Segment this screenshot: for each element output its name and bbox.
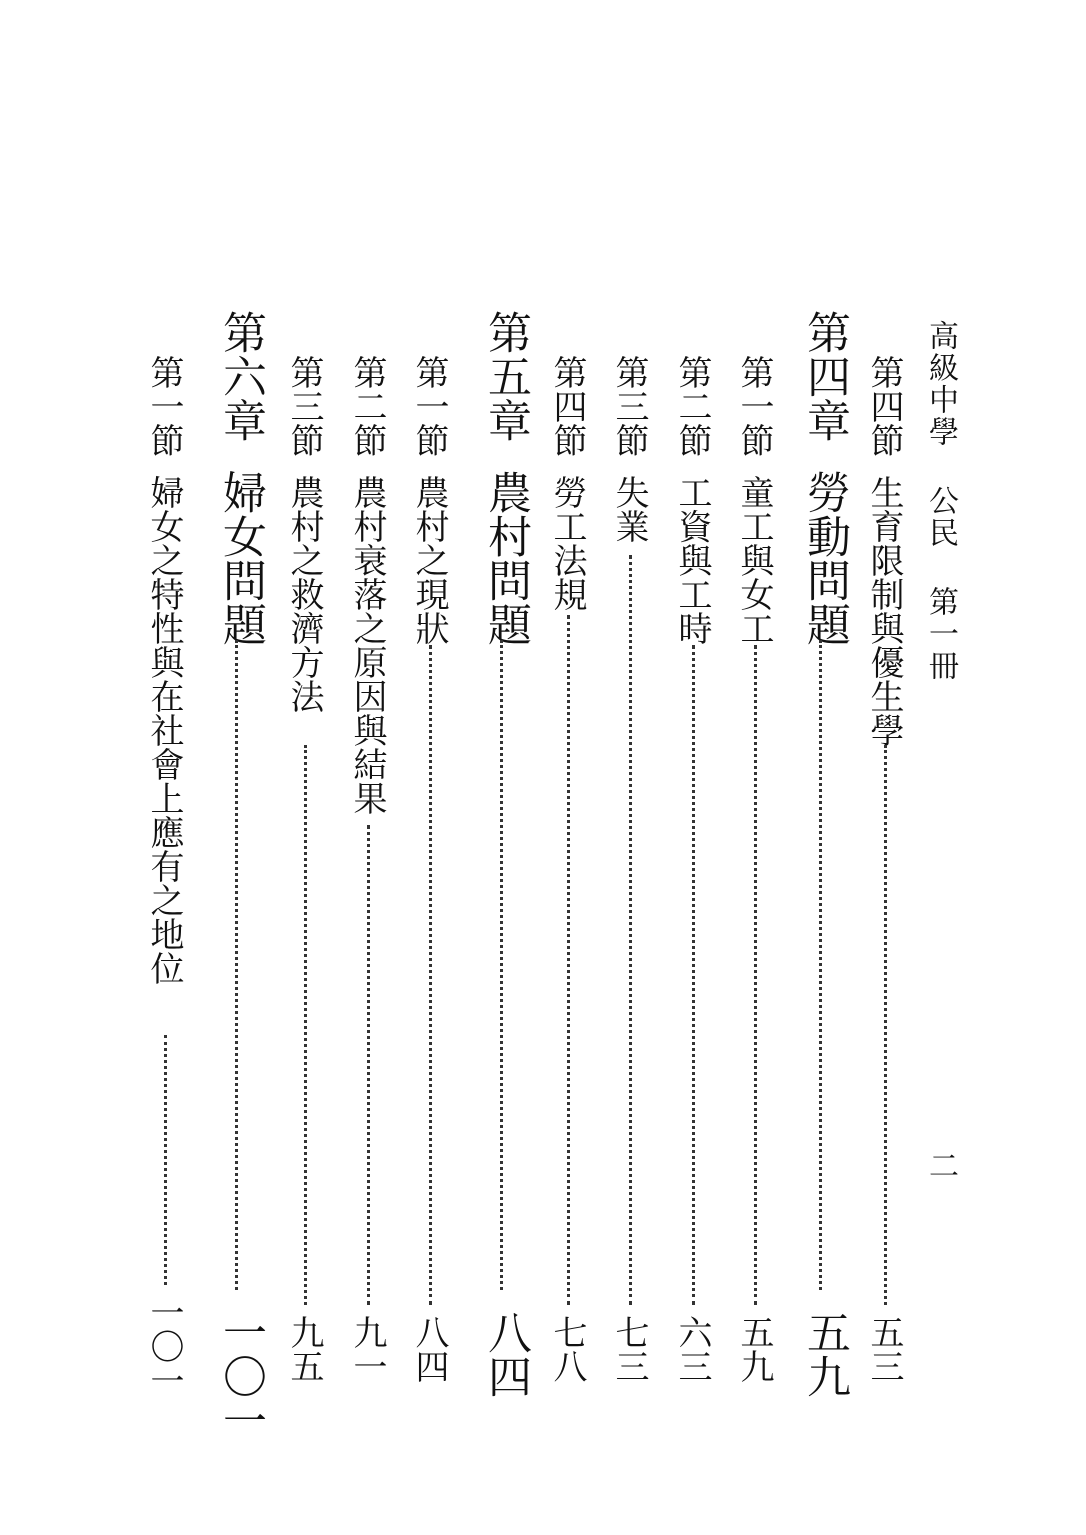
leader-dots [884, 745, 887, 1305]
page-number: 二 [923, 1150, 958, 1180]
leader-dots [500, 640, 503, 1290]
entry-title: 生育限制與優生學 [864, 475, 904, 747]
entry-label: 第一節 [144, 355, 184, 457]
page-header [910, 320, 960, 1400]
chapter-title: 勞動問題 [799, 470, 850, 646]
entry-title: 勞工法規 [547, 475, 587, 611]
entry-title: 農村之救濟方法 [284, 475, 324, 713]
leader-dots [367, 825, 370, 1305]
entry-page: 八四 [409, 1315, 449, 1383]
leader-dots [235, 640, 238, 1290]
entry-page: 七八 [547, 1315, 587, 1383]
running-head: 高級中學 公民 第一冊 [923, 320, 958, 682]
toc-entry [668, 355, 718, 1405]
leader-dots [567, 615, 570, 1305]
toc-chapter [792, 310, 850, 1398]
toc-chapter [208, 310, 266, 1442]
entry-label: 第一節 [409, 355, 449, 457]
entry-title: 工資與工時 [672, 475, 712, 645]
entry-page: 九一 [347, 1315, 387, 1383]
leader-dots [629, 555, 632, 1305]
entry-label: 第四節 [864, 355, 904, 457]
chapter-page: 八四 [480, 1310, 531, 1398]
toc-entry [730, 355, 780, 1405]
entry-page: 五九 [734, 1315, 774, 1383]
chapter-title: 農村問題 [480, 470, 531, 646]
leader-dots [819, 640, 822, 1290]
entry-page: 一〇一 [144, 1295, 184, 1397]
toc-chapter [473, 310, 531, 1398]
entry-title: 婦女之特性與在社會上應有之地位 [144, 475, 184, 985]
toc-entry [280, 355, 330, 1405]
toc-entry [605, 355, 655, 1405]
toc-entry [343, 355, 393, 1405]
entry-page: 五三 [864, 1315, 904, 1383]
toc-entry [860, 355, 910, 1405]
leader-dots [692, 645, 695, 1305]
leader-dots [304, 745, 307, 1305]
entry-label: 第四節 [547, 355, 587, 457]
entry-label: 第三節 [609, 355, 649, 457]
chapter-label: 第六章 [215, 310, 266, 442]
entry-page: 七三 [609, 1315, 649, 1383]
chapter-page: 一〇一 [215, 1310, 266, 1442]
toc-entry [140, 355, 190, 1405]
entry-label: 第一節 [734, 355, 774, 457]
entry-page: 九五 [284, 1315, 324, 1383]
leader-dots [429, 645, 432, 1305]
chapter-label: 第四章 [799, 310, 850, 442]
entry-title: 失業 [609, 475, 649, 543]
leader-dots [164, 1035, 167, 1285]
entry-label: 第二節 [347, 355, 387, 457]
chapter-title: 婦女問題 [215, 470, 266, 646]
entry-label: 第二節 [672, 355, 712, 457]
chapter-page: 五九 [799, 1310, 850, 1398]
entry-page: 六三 [672, 1315, 712, 1383]
toc-entry [405, 355, 455, 1405]
toc-entry [543, 355, 593, 1405]
leader-dots [754, 645, 757, 1305]
entry-title: 童工與女工 [734, 475, 774, 645]
entry-title: 農村之現狀 [409, 475, 449, 645]
chapter-label: 第五章 [480, 310, 531, 442]
entry-title: 農村衰落之原因與結果 [347, 475, 387, 815]
entry-label: 第三節 [284, 355, 324, 457]
